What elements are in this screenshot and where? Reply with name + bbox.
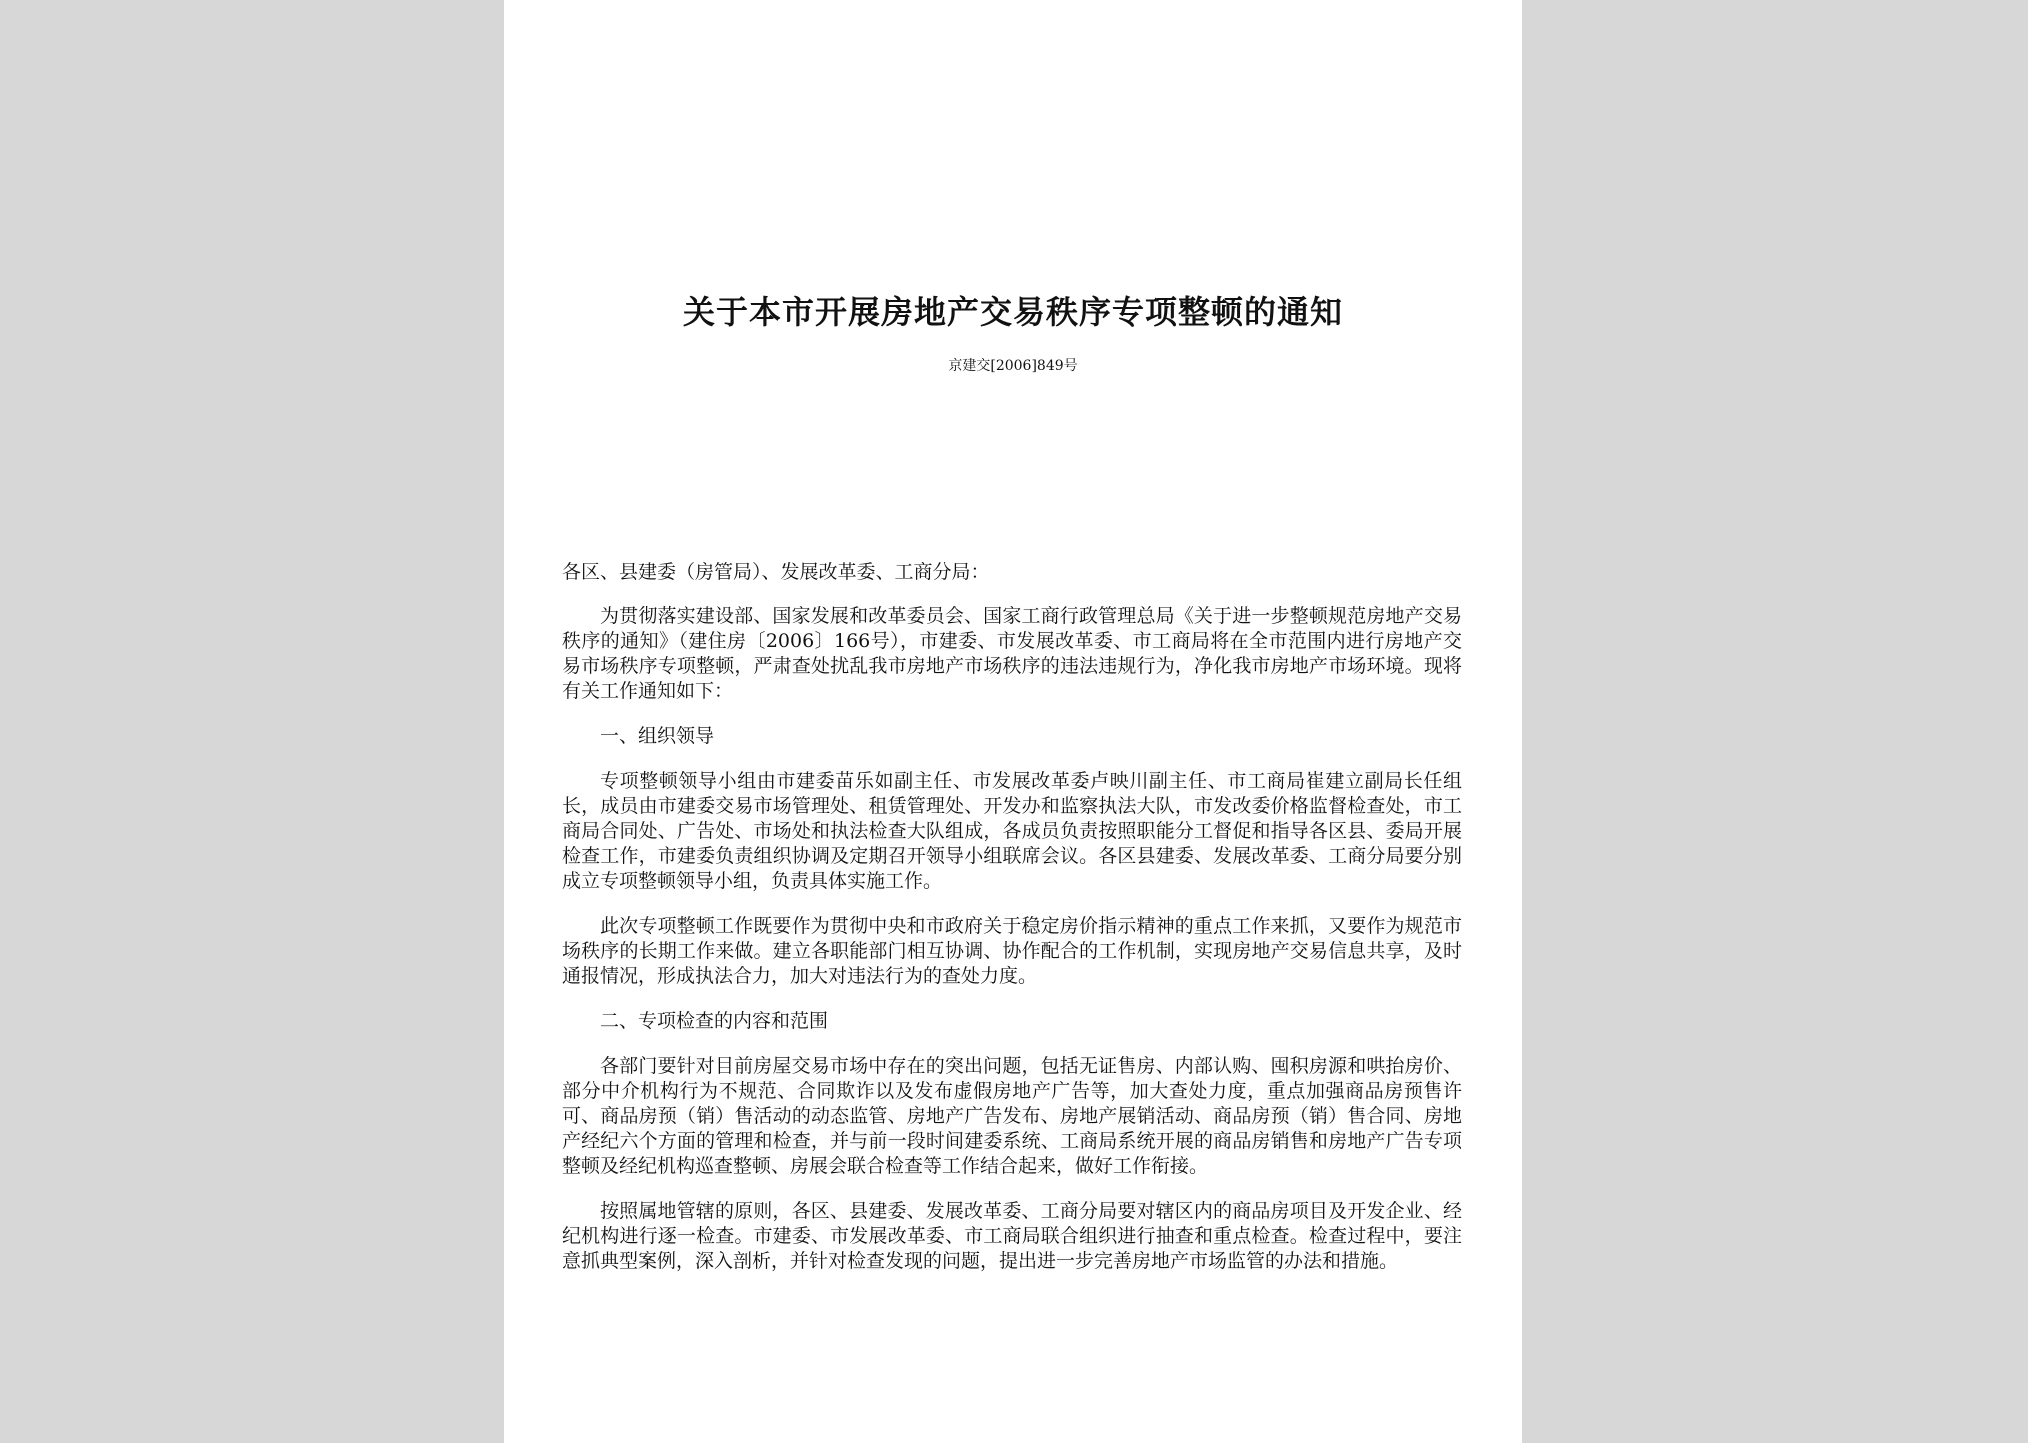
document-body [562,560,1462,1294]
paragraph-jurisdiction: 按照属地管辖的原则，各区、县建委、发展改革委、工商分局要对辖区内的商品房项目及开发企业、经纪机构进行逐一检查。市建委、市发展改革委、市工商局联合组织进行抽查和重点检查。检查过程中，要注意抓典型案例，深入剖析，并针对检查发现的问题，提出进一步完善房地产市场监管的办法和措施。 [562,1200,1462,1272]
section-heading-inspection-scope: 二、专项检查的内容和范围 [600,1010,829,1032]
salutation: 各区、县建委（房管局）、发展改革委、工商分局： [562,561,990,583]
document-number: 京建交[2006]849号 [948,358,1078,374]
paragraph-organization: 专项整顿领导小组由市建委苗乐如副主任、市发展改革委卢映川副主任、市工商局崔建立副局长任组长，成员由市建委交易市场管理处、租赁管理处、开发办和监察执法大队，市发改委价格监督检查处，市工商局合同处、广告处、市场处和执法检查大队组成，各成员负责按照职能分工督促和指导各区县、委局开展检查工作，市建委负责组织协调及定期召开领导小组联席会议。各区县建委、发展改革委、工商分局要分别成立专项整顿领导小组，负责具体实施工作。 [562,770,1462,892]
paragraph-intro: 为贯彻落实建设部、国家发展和改革委员会、国家工商行政管理总局《关于进一步整顿规范房地产交易秩序的通知》（建住房〔2006〕166号），市建委、市发展改革委、市工商局将在全市范围内进行房地产交易市场秩序专项整顿，严肃查处扰乱我市房地产市场秩序的违法违规行为，净化我市房地产市场环境。现将有关工作通知如下： [562,605,1462,702]
document-title: 关于本市开展房地产交易秩序专项整顿的通知 [682,293,1343,331]
section-heading-organization: 一、组织领导 [600,725,715,747]
document-page [504,0,1522,1443]
paragraph-inspection-content: 各部门要针对目前房屋交易市场中存在的突出问题，包括无证售房、内部认购、囤积房源和哄抬房价、部分中介机构行为不规范、合同欺诈以及发布虚假房地产广告等，加大查处力度，重点加强商品房预售许可、商品房预（销）售活动的动态监管、房地产广告发布、房地产展销活动、商品房预（销）售合同、房地产经纪六个方面的管理和检查，并与前一段时间建委系统、工商局系统开展的商品房销售和房地产广告专项整顿及经纪机构巡查整顿、房展会联合检查等工作结合起来，做好工作衔接。 [562,1055,1462,1177]
paragraph-mechanism: 此次专项整顿工作既要作为贯彻中央和市政府关于稳定房价指示精神的重点工作来抓，又要作为规范市场秩序的长期工作来做。建立各职能部门相互协调、协作配合的工作机制，实现房地产交易信息共享，及时通报情况，形成执法合力，加大对违法行为的查处力度。 [562,915,1462,987]
